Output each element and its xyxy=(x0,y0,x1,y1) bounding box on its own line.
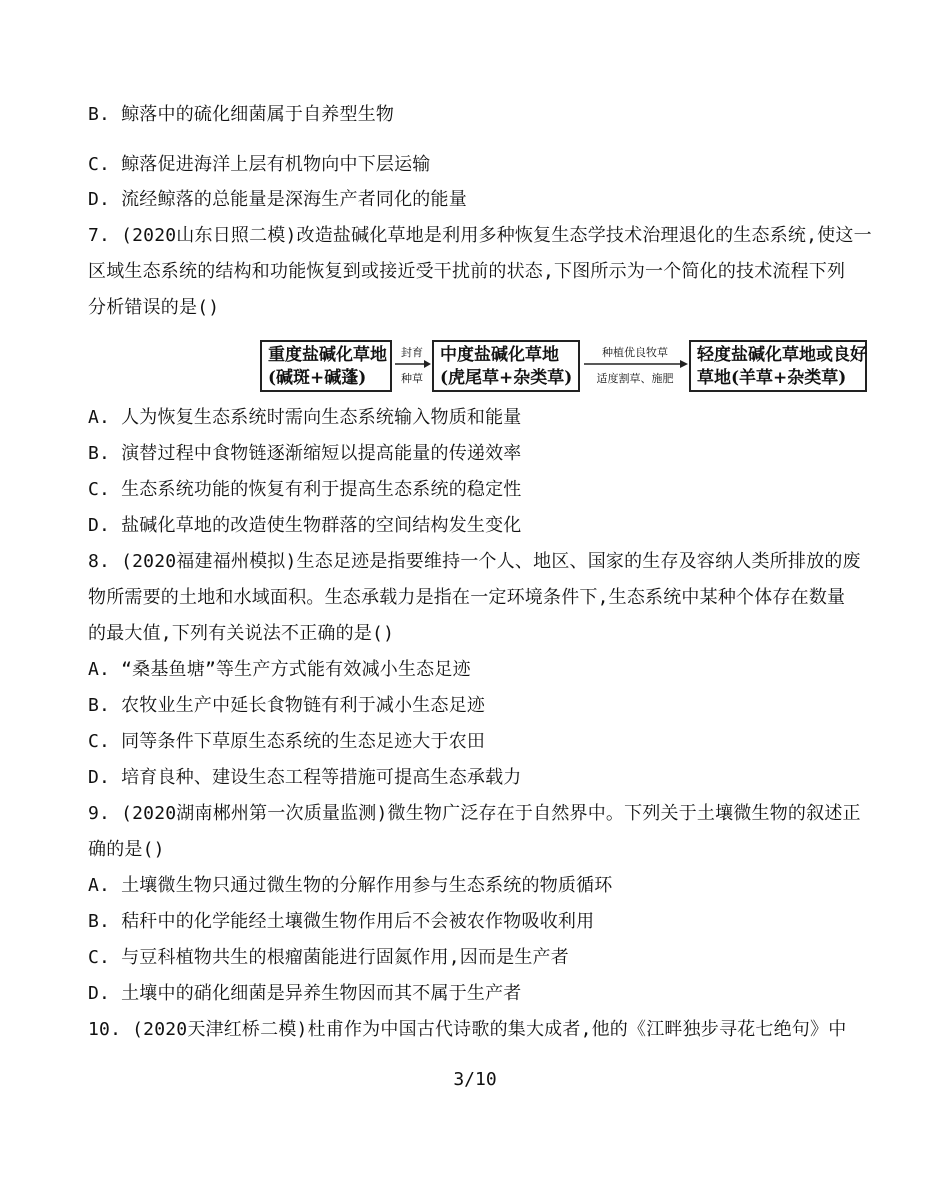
flow-box-severe-title: 重度盐碱化草地 xyxy=(268,345,387,365)
question-8-line-1: 8. (2020福建福州模拟)生态足迹是指要维持一个人、地区、国家的生存及容纳人类所排放的废 xyxy=(88,551,861,572)
option-8c: C. 同等条件下草原生态系统的生态足迹大于农田 xyxy=(88,731,486,752)
option-6d: D. 流经鲸落的总能量是深海生产者同化的能量 xyxy=(88,189,467,210)
question-10-line-1: 10. (2020天津红桥二模)杜甫作为中国古代诗歌的集大成者,他的《江畔独步寻花七绝句》中 xyxy=(88,1019,847,1040)
option-6c: C. 鲸落促进海洋上层有机物向中下层运输 xyxy=(88,154,431,175)
option-7c: C. 生态系统功能的恢复有利于提高生态系统的稳定性 xyxy=(88,479,522,500)
option-7d: D. 盐碱化草地的改造使生物群落的空间结构发生变化 xyxy=(88,515,522,536)
question-9-line-2: 确的是() xyxy=(88,839,165,860)
option-8d: D. 培育良种、建设生态工程等措施可提高生态承载力 xyxy=(88,767,522,788)
flow-box-severe xyxy=(260,340,392,392)
option-9c: C. 与豆科植物共生的根瘤菌能进行固氮作用,因而是生产者 xyxy=(88,947,569,968)
flow-box-moderate-species: (虎尾草+杂类草) xyxy=(440,368,573,388)
flow-box-moderate-title: 中度盐碱化草地 xyxy=(440,345,559,365)
flow-box-severe-species: (碱斑+碱蓬) xyxy=(268,368,367,388)
option-8b: B. 农牧业生产中延长食物链有利于减小生态足迹 xyxy=(88,695,486,716)
flow-arrow-2-bottom-label: 适度割草、施肥 xyxy=(596,372,674,385)
question-7-line-2: 区域生态系统的结构和功能恢复到或接近受干扰前的状态,下图所示为一个简化的技术流程下列 xyxy=(88,261,846,282)
question-9-line-1: 9. (2020湖南郴州第一次质量监测)微生物广泛存在于自然界中。下列关于土壤微生物的叙述正 xyxy=(88,803,861,824)
option-7a: A. 人为恢复生态系统时需向生态系统输入物质和能量 xyxy=(88,407,522,428)
arrow-right-icon xyxy=(393,360,431,368)
option-9b: B. 秸秆中的化学能经土壤微生物作用后不会被农作物吸收利用 xyxy=(88,911,595,932)
option-7b: B. 演替过程中食物链逐渐缩短以提高能量的传递效率 xyxy=(88,443,522,464)
question-8-line-3: 的最大值,下列有关说法不正确的是() xyxy=(88,623,395,644)
flow-box-mild-title: 轻度盐碱化草地或良好 xyxy=(697,345,867,365)
page-number: 3/10 xyxy=(453,1069,497,1090)
flow-arrow-1 xyxy=(393,340,431,392)
question-7-line-1: 7. (2020山东日照二模)改造盐碱化草地是利用多种恢复生态学技术治理退化的生态系统,使这一 xyxy=(88,225,872,246)
flow-arrow-1-bottom-label: 种草 xyxy=(401,372,423,385)
flow-arrow-2 xyxy=(582,340,688,392)
arrow-right-icon xyxy=(582,360,688,368)
technical-flow-diagram xyxy=(260,340,870,396)
flow-arrow-1-top-label: 封育 xyxy=(401,346,423,359)
flow-box-moderate xyxy=(432,340,580,392)
flow-arrow-2-top-label: 种植优良牧草 xyxy=(602,346,668,359)
question-8-line-2: 物所需要的土地和水域面积。生态承载力是指在一定环境条件下,生态系统中某种个体存在数量 xyxy=(88,587,846,608)
question-7-line-3: 分析错误的是() xyxy=(88,297,220,318)
option-8a: A. “桑基鱼塘”等生产方式能有效减小生态足迹 xyxy=(88,659,471,680)
option-9d: D. 土壤中的硝化细菌是异养生物因而其不属于生产者 xyxy=(88,983,522,1004)
option-6b: B. 鲸落中的硫化细菌属于自养型生物 xyxy=(88,104,395,125)
flow-box-mild xyxy=(689,340,867,392)
flow-box-mild-species: 草地(羊草+杂类草) xyxy=(697,368,847,388)
option-9a: A. 土壤微生物只通过微生物的分解作用参与生态系统的物质循环 xyxy=(88,875,613,896)
